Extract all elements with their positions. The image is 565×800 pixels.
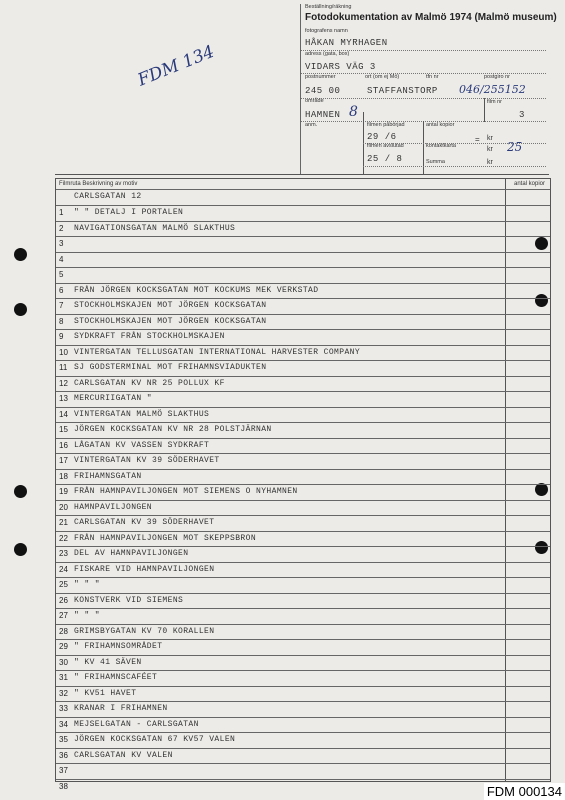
row-description: FRIHAMNSGATAN	[74, 471, 142, 481]
table-row	[56, 453, 550, 470]
handwritten-note: FDM 134	[135, 41, 218, 91]
film-finished-value: 25 / 8	[367, 154, 403, 164]
row-description: FRÅN JÖRGEN KOCKSGATAN MOT KOCKUMS MEK VERKSTAD	[74, 285, 319, 295]
table-row	[56, 469, 550, 486]
ort-value: STAFFANSTORP	[367, 86, 438, 96]
table-row	[56, 329, 550, 346]
row-description: VINTERGATAN TELLUSGATAN INTERNATIONAL HARVESTER COMPANY	[74, 347, 361, 357]
table-row	[56, 283, 550, 300]
table-row	[56, 407, 550, 424]
frame-number: 5	[59, 270, 64, 279]
table-row	[56, 779, 550, 796]
archive-id: FDM 000134	[484, 783, 565, 800]
film-started-label: filmen påbörjad	[367, 122, 405, 128]
table-row	[56, 314, 550, 331]
table-row	[56, 732, 550, 749]
table-row	[56, 763, 550, 780]
row-description: JÖRGEN KOCKSGATAN KV NR 28 POLSTJÄRNAN	[74, 425, 272, 434]
table-row	[56, 577, 550, 594]
table-row	[56, 376, 550, 393]
row-description: " " "	[74, 611, 101, 620]
table-row	[56, 205, 550, 222]
row-description: GRIMSBYGATAN KV 70 KORALLEN	[74, 626, 215, 636]
frame-number: 26	[59, 595, 68, 605]
table-row	[56, 748, 550, 765]
table-row	[56, 500, 550, 517]
order-header	[300, 4, 557, 174]
row-description: FRÅN HAMNPAVILJONGEN MOT SKEPPSBRON	[74, 533, 257, 543]
contact-label: kontaktkarta	[426, 143, 456, 149]
frame-number: 10	[59, 347, 68, 357]
punch-hole-left-3	[14, 485, 27, 498]
row-description: CARLSGATAN KV VALEN	[74, 750, 173, 760]
row-description: HAMNPAVILJONGEN	[74, 502, 153, 512]
table-row	[56, 717, 550, 734]
frame-number: 27	[59, 611, 68, 620]
frame-number: 24	[59, 564, 68, 574]
row-description: DEL AV HAMNPAVILJONGEN	[74, 549, 189, 558]
row-description: " FRIHAMNSCAFÉET	[74, 673, 158, 682]
row-description: CARLSGATAN KV NR 25 POLLUX KF	[74, 378, 225, 388]
frame-number: 12	[59, 378, 68, 388]
frame-number: 4	[59, 254, 64, 264]
film-finished-label: filmen avslutad	[367, 143, 404, 149]
row-description: KONSTVERK VID SIEMENS	[74, 595, 184, 605]
frame-number: 23	[59, 549, 68, 558]
punch-hole-left-2	[14, 303, 27, 316]
row-description: SYDKRAFT FRÅN STOCKHOLMSKAJEN	[74, 332, 225, 341]
order-label: Beställning/räkning	[305, 4, 352, 10]
omrade-label: område	[305, 98, 324, 104]
frame-number: 7	[59, 301, 64, 310]
frame-number: 35	[59, 735, 68, 744]
address-value: VIDARS VÄG 3	[305, 62, 376, 72]
row-description: KRANAR I FRIHAMNEN	[74, 704, 168, 713]
row-description: JÖRGEN KOCKSGATAN 67 KV57 VALEN	[74, 735, 236, 744]
table-row	[56, 686, 550, 703]
table-row	[56, 531, 550, 548]
table-row	[56, 236, 550, 253]
table-row	[56, 608, 550, 625]
table-row	[56, 252, 550, 269]
row-description: VINTERGATAN KV 39 SÖDERHAVET	[74, 456, 220, 465]
frame-number: 18	[59, 471, 68, 481]
photographer-label: fotografens namn	[305, 28, 348, 34]
row-description: NAVIGATIONSGATAN MALMÖ SLAKTHUS	[74, 223, 236, 233]
row-description: " " "	[74, 580, 101, 589]
contact-value: 25	[507, 140, 523, 154]
table-row	[56, 593, 550, 610]
frame-number: 13	[59, 394, 68, 403]
table-row	[56, 438, 550, 455]
film-nr-value: 3	[519, 110, 525, 120]
table-row	[56, 546, 550, 563]
table-row	[56, 298, 550, 315]
table-row	[56, 624, 550, 641]
motif-table	[55, 178, 551, 791]
row-description: " KV 41 SÄVEN	[74, 657, 142, 667]
frame-number: 19	[59, 487, 68, 496]
row-description: " KV51 HAVET	[74, 688, 137, 698]
frame-number: 3	[59, 239, 64, 248]
frame-number: 38	[59, 781, 68, 791]
table-row	[56, 655, 550, 672]
frame-number: 33	[59, 704, 68, 713]
anm-label: anm.	[305, 122, 318, 128]
table-row	[56, 670, 550, 687]
contact-kr: kr	[487, 146, 493, 153]
punch-hole-left-1	[14, 248, 27, 261]
frame-number: 11	[59, 363, 68, 372]
summa-kr: kr	[487, 159, 493, 166]
frame-number: 16	[59, 440, 68, 450]
row-description: MERCURIIGATAN "	[74, 394, 153, 403]
frame-number: 32	[59, 688, 68, 698]
address-label: adress (gata, box)	[305, 51, 350, 57]
frame-number: 25	[59, 580, 68, 589]
frame-number: 15	[59, 425, 68, 434]
copies-label: antal kopior	[426, 122, 455, 128]
frame-number: 1	[59, 208, 64, 217]
frame-number: 30	[59, 657, 68, 667]
table-row	[56, 701, 550, 718]
frame-number: 8	[59, 316, 64, 326]
frame-number: 31	[59, 673, 68, 682]
form-title: Fotodokumentation av Malmö 1974 (Malmö museum)	[305, 12, 557, 23]
row-description: STOCKHOLMSKAJEN MOT JÖRGEN KOCKSGATAN	[74, 301, 267, 310]
table-row	[56, 360, 550, 377]
row-description: FISKARE VID HAMNPAVILJONGEN	[74, 564, 215, 574]
film-nr-label: film nr	[487, 99, 502, 105]
frame-number: 17	[59, 456, 68, 465]
table-row-header	[56, 189, 550, 206]
omrade-value: HAMNEN	[305, 110, 341, 120]
table-col-header: Filmruta Beskrivning av motiv	[59, 181, 138, 187]
table-row	[56, 345, 550, 362]
frame-number: 29	[59, 642, 68, 651]
table-row	[56, 422, 550, 439]
row-description: FRÅN HAMNPAVILJONGEN MOT SIEMENS O NYHAMNEN	[74, 487, 298, 496]
row-description: " FRIHAMNSOMRÅDET	[74, 642, 163, 651]
postnummer-value: 245 00	[305, 86, 341, 96]
tfn-value: 046/255152	[459, 83, 526, 96]
table-copies-header: antal kopior	[514, 181, 546, 187]
frame-number: 22	[59, 533, 68, 543]
row-description: SJ GODSTERMINAL MOT FRIHAMNSVIADUKTEN	[74, 363, 267, 372]
frame-number: 28	[59, 626, 68, 636]
row-description: MEJSELGATAN - CARLSGATAN	[74, 719, 199, 729]
frame-number: 21	[59, 518, 68, 527]
frame-number: 2	[59, 223, 64, 233]
postgiro-label: postgiro nr	[484, 74, 510, 80]
frame-number: 14	[59, 409, 68, 419]
row-description: CARLSGATAN 12	[74, 192, 142, 201]
postnummer-label: postnummer	[305, 74, 336, 80]
table-row	[56, 639, 550, 656]
table-row	[56, 515, 550, 532]
ort-label: ort (om ej Mö)	[365, 74, 400, 80]
table-row	[56, 221, 550, 238]
table-row	[56, 391, 550, 408]
table-row	[56, 484, 550, 501]
frame-number: 34	[59, 719, 68, 729]
row-description: " " DETALJ I PORTALEN	[74, 208, 184, 217]
frame-number: 6	[59, 285, 64, 295]
table-row	[56, 562, 550, 579]
row-description: LÅGATAN KV VASSEN SYDKRAFT	[74, 440, 210, 450]
film-started-value: 29 /6	[367, 132, 397, 142]
frame-number: 37	[59, 766, 68, 775]
row-description: CARLSGATAN KV 39 SÖDERHAVET	[74, 518, 215, 527]
row-description: STOCKHOLMSKAJEN MOT JÖRGEN KOCKSGATAN	[74, 316, 267, 326]
frame-number: 20	[59, 502, 68, 512]
row-description: VINTERGATAN MALMÖ SLAKTHUS	[74, 409, 210, 419]
tfn-label: tfn nr	[426, 74, 439, 80]
copies-kr: kr	[487, 135, 493, 142]
copies-eq: =	[475, 135, 480, 144]
table-row	[56, 267, 550, 284]
punch-hole-left-4	[14, 543, 27, 556]
frame-number: 36	[59, 750, 68, 760]
summa-label: Summa	[426, 159, 445, 165]
frame-number: 9	[59, 332, 64, 341]
omrade-hand-value: 8	[349, 104, 358, 120]
photographer-value: HÅKAN MYRHAGEN	[305, 38, 388, 48]
